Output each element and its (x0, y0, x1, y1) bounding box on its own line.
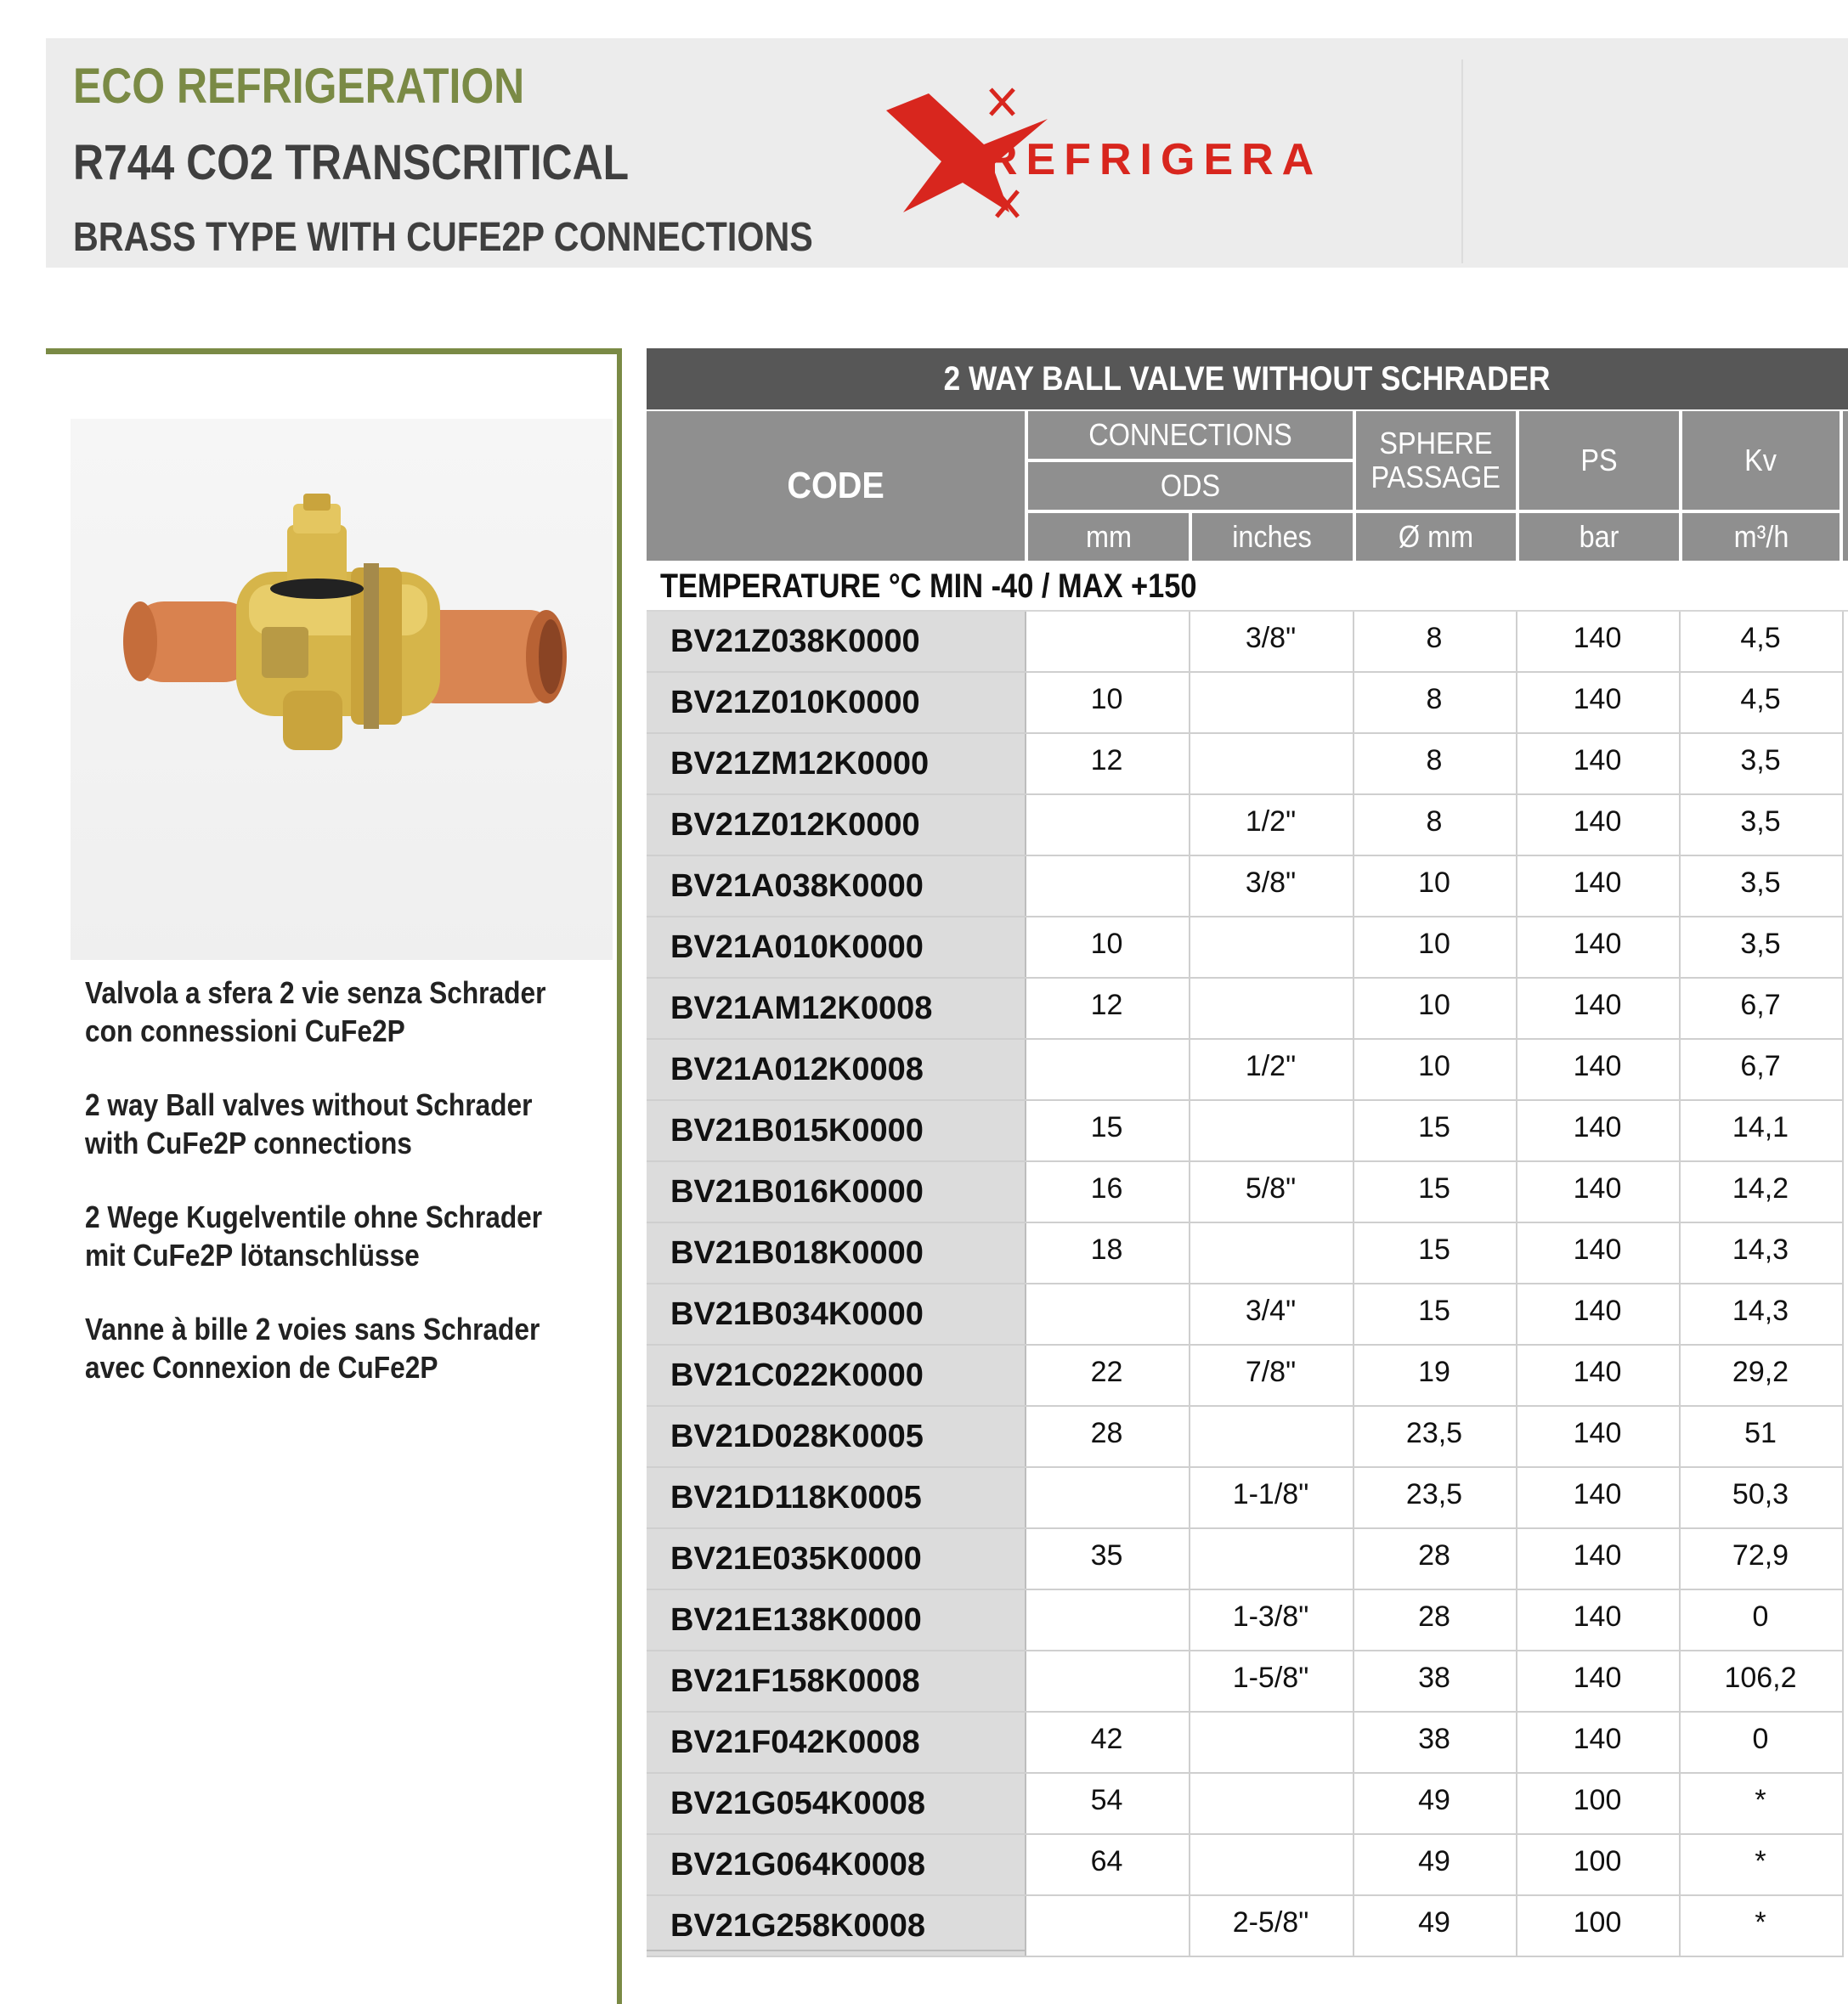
table-row (647, 1835, 1848, 1896)
cell-kv: 14,3 (1679, 1223, 1842, 1284)
cell-inches (1189, 1407, 1353, 1468)
description-english: 2 way Ball valves without Schrader with CuFe2P connections (85, 1087, 533, 1160)
cell-inches: 5/8" (1189, 1162, 1353, 1223)
table-row (647, 673, 1848, 734)
cell-inches: 1-3/8" (1189, 1590, 1353, 1651)
cell-inches: 3/8" (1189, 856, 1353, 917)
cell-sphere: 15 (1353, 1284, 1516, 1346)
cell-ps: 140 (1516, 1590, 1679, 1651)
header-title-r744: R744 CO2 TRANSCRITICAL (73, 135, 630, 190)
cell-sphere: 8 (1353, 673, 1516, 734)
cell-inches: 2-5/8" (1189, 1896, 1353, 1957)
table-row (647, 1468, 1848, 1529)
table-row (647, 1284, 1848, 1346)
cell-mm: 10 (1025, 917, 1189, 979)
column-separator (1842, 1101, 1844, 1162)
column-separator (1842, 612, 1844, 673)
cell-kv: 4,5 (1679, 673, 1842, 734)
cell-mm: 12 (1025, 734, 1189, 795)
cell-ps: 140 (1516, 734, 1679, 795)
cell-sphere: 28 (1353, 1590, 1516, 1651)
cell-mm (1025, 1040, 1189, 1101)
cell-ps: 140 (1516, 1407, 1679, 1468)
table-row (647, 856, 1848, 917)
column-separator (1842, 1590, 1844, 1651)
cell-kv: 51 (1679, 1407, 1842, 1468)
ball-valve-image-icon (71, 419, 613, 960)
cell-mm: 64 (1025, 1835, 1189, 1896)
cell-mm (1025, 1590, 1189, 1651)
cell-kv: 14,2 (1679, 1162, 1842, 1223)
column-separator (1842, 673, 1844, 734)
header-edge (1843, 411, 1848, 561)
column-separator (1842, 1407, 1844, 1468)
cell-code: BV21A012K0008 (647, 1040, 1026, 1101)
table-title: 2 WAY BALL VALVE WITHOUT SCHRADER (647, 348, 1848, 409)
cell-inches (1189, 1774, 1353, 1835)
column-separator (1842, 1346, 1844, 1407)
cell-ps: 140 (1516, 612, 1679, 673)
cell-mm (1025, 856, 1189, 917)
cell-sphere: 10 (1353, 856, 1516, 917)
cell-inches (1189, 979, 1353, 1040)
header-code: CODE (647, 411, 1025, 561)
table-row (647, 795, 1848, 856)
cell-inches (1189, 1223, 1353, 1284)
cell-code: BV21G054K0008 (647, 1774, 1026, 1835)
header-connections: CONNECTIONS (1028, 411, 1353, 459)
cell-code: BV21B034K0000 (647, 1284, 1026, 1346)
cell-kv: 3,5 (1679, 734, 1842, 795)
column-separator (1842, 795, 1844, 856)
logo-wordmark: REFRIGERA (986, 135, 1323, 184)
table-row (647, 1713, 1848, 1774)
cell-kv: 72,9 (1679, 1529, 1842, 1590)
cell-ps: 140 (1516, 673, 1679, 734)
cell-code: BV21D028K0005 (647, 1407, 1026, 1468)
cell-sphere: 10 (1353, 979, 1516, 1040)
cell-kv: * (1679, 1835, 1842, 1896)
temperature-row: TEMPERATURE °C MIN -40 / MAX +150 (647, 562, 1848, 612)
cell-code: BV21D118K0005 (647, 1468, 1026, 1529)
cell-kv: 29,2 (1679, 1346, 1842, 1407)
cell-ps: 100 (1516, 1774, 1679, 1835)
cell-sphere: 49 (1353, 1774, 1516, 1835)
cell-mm (1025, 612, 1189, 673)
column-separator (1842, 1162, 1844, 1223)
cell-code: BV21G258K0008 (647, 1896, 1026, 1957)
cell-inches: 1/2" (1189, 795, 1353, 856)
cell-sphere: 28 (1353, 1529, 1516, 1590)
cell-kv: 50,3 (1679, 1468, 1842, 1529)
header-kv-unit: m³/h (1682, 513, 1840, 561)
cell-ps: 140 (1516, 979, 1679, 1040)
cell-ps: 100 (1516, 1835, 1679, 1896)
table-row (647, 1590, 1848, 1651)
header-ods: ODS (1028, 462, 1353, 510)
cell-inches (1189, 1713, 1353, 1774)
table-row (647, 1529, 1848, 1590)
column-separator (1842, 856, 1844, 917)
column-separator (1842, 734, 1844, 795)
cell-code: BV21C022K0000 (647, 1346, 1026, 1407)
cell-ps: 140 (1516, 1651, 1679, 1713)
header-sphere-passage: SPHERE PASSAGE (1356, 411, 1516, 510)
cell-sphere: 38 (1353, 1713, 1516, 1774)
cell-code: BV21E035K0000 (647, 1529, 1026, 1590)
column-separator (1842, 1223, 1844, 1284)
cell-ps: 100 (1516, 1896, 1679, 1957)
cell-kv: 3,5 (1679, 917, 1842, 979)
header-sphere-unit: Ø mm (1356, 513, 1516, 561)
description-german: 2 Wege Kugelventile ohne Schrader mit CuFe2P lötanschlüsse (85, 1200, 543, 1273)
cell-kv: * (1679, 1774, 1842, 1835)
header-ps: PS (1519, 411, 1679, 510)
cell-sphere: 10 (1353, 917, 1516, 979)
cell-code: BV21A038K0000 (647, 856, 1026, 917)
table-row (647, 917, 1848, 979)
cell-code: BV21B018K0000 (647, 1223, 1026, 1284)
cell-code: BV21Z010K0000 (647, 673, 1026, 734)
cell-sphere: 49 (1353, 1835, 1516, 1896)
column-separator (1842, 1651, 1844, 1713)
table-row (647, 734, 1848, 795)
cell-code: BV21ZM12K0000 (647, 734, 1026, 795)
cell-kv: * (1679, 1896, 1842, 1957)
cell-sphere: 23,5 (1353, 1407, 1516, 1468)
cell-code: BV21F158K0008 (647, 1651, 1026, 1713)
column-separator (1842, 1713, 1844, 1774)
column-separator (1842, 979, 1844, 1040)
cell-inches: 1/2" (1189, 1040, 1353, 1101)
cell-mm: 42 (1025, 1713, 1189, 1774)
cell-inches: 7/8" (1189, 1346, 1353, 1407)
left-panel-top-rule (46, 348, 621, 354)
cell-ps: 140 (1516, 1040, 1679, 1101)
column-separator (1842, 1774, 1844, 1835)
table-row (647, 1040, 1848, 1101)
cell-ps: 140 (1516, 1713, 1679, 1774)
table-row (647, 1101, 1848, 1162)
cell-kv: 106,2 (1679, 1651, 1842, 1713)
cell-mm: 15 (1025, 1101, 1189, 1162)
cell-ps: 140 (1516, 795, 1679, 856)
column-separator (1842, 1284, 1844, 1346)
cell-mm: 28 (1025, 1407, 1189, 1468)
cell-mm (1025, 795, 1189, 856)
product-photo (71, 419, 613, 960)
column-separator (1842, 1468, 1844, 1529)
cell-ps: 140 (1516, 1223, 1679, 1284)
cell-sphere: 10 (1353, 1040, 1516, 1101)
cell-sphere: 8 (1353, 795, 1516, 856)
cell-kv: 6,7 (1679, 979, 1842, 1040)
cell-ps: 140 (1516, 856, 1679, 917)
left-panel-side-rule (617, 348, 622, 2004)
cell-inches: 3/8" (1189, 612, 1353, 673)
table-row (647, 612, 1848, 673)
header-subtitle: BRASS TYPE WITH CUFE2P CONNECTIONS (73, 215, 813, 260)
description-italian: Valvola a sfera 2 vie senza Schrader con connessioni CuFe2P (85, 975, 546, 1048)
header-title-eco: ECO REFRIGERATION (73, 59, 525, 114)
cell-inches: 1-5/8" (1189, 1651, 1353, 1713)
cell-kv: 3,5 (1679, 856, 1842, 917)
cell-inches: 1-1/8" (1189, 1468, 1353, 1529)
cell-mm (1025, 1896, 1189, 1957)
cell-kv: 0 (1679, 1590, 1842, 1651)
table-row (647, 1407, 1848, 1468)
cell-ps: 140 (1516, 1529, 1679, 1590)
cell-sphere: 19 (1353, 1346, 1516, 1407)
cell-inches: 3/4" (1189, 1284, 1353, 1346)
cell-kv: 14,1 (1679, 1101, 1842, 1162)
cell-inches (1189, 917, 1353, 979)
cell-sphere: 38 (1353, 1651, 1516, 1713)
table-row (647, 1774, 1848, 1835)
cell-mm: 18 (1025, 1223, 1189, 1284)
cell-inches (1189, 734, 1353, 795)
cell-inches (1189, 673, 1353, 734)
cell-inches (1189, 1101, 1353, 1162)
cell-inches (1189, 1835, 1353, 1896)
cell-kv: 3,5 (1679, 795, 1842, 856)
cell-sphere: 15 (1353, 1101, 1516, 1162)
cell-mm (1025, 1284, 1189, 1346)
cell-inches (1189, 1529, 1353, 1590)
column-separator (1842, 1896, 1844, 1957)
cell-sphere: 49 (1353, 1896, 1516, 1957)
cell-sphere: 15 (1353, 1162, 1516, 1223)
cell-mm: 22 (1025, 1346, 1189, 1407)
cell-mm (1025, 1468, 1189, 1529)
cell-code: BV21AM12K0008 (647, 979, 1026, 1040)
cell-mm: 10 (1025, 673, 1189, 734)
cell-code: BV21E138K0000 (647, 1590, 1026, 1651)
cell-code: BV21B016K0000 (647, 1162, 1026, 1223)
table-bottom-rule (647, 1950, 1025, 1951)
cell-code: BV21A010K0000 (647, 917, 1026, 979)
cell-sphere: 15 (1353, 1223, 1516, 1284)
cell-sphere: 8 (1353, 734, 1516, 795)
cell-code: BV21F042K0008 (647, 1713, 1026, 1774)
header-divider (1461, 59, 1463, 263)
cell-kv: 6,7 (1679, 1040, 1842, 1101)
header-kv: Kv (1682, 411, 1840, 510)
cell-mm: 35 (1025, 1529, 1189, 1590)
cell-ps: 140 (1516, 917, 1679, 979)
cell-code: BV21B015K0000 (647, 1101, 1026, 1162)
column-separator (1842, 1040, 1844, 1101)
cell-kv: 14,3 (1679, 1284, 1842, 1346)
cell-ps: 140 (1516, 1162, 1679, 1223)
cell-ps: 140 (1516, 1346, 1679, 1407)
cell-kv: 4,5 (1679, 612, 1842, 673)
cell-ps: 140 (1516, 1284, 1679, 1346)
column-separator (1842, 917, 1844, 979)
cell-kv: 0 (1679, 1713, 1842, 1774)
cell-mm: 12 (1025, 979, 1189, 1040)
description-french: Vanne à bille 2 voies sans Schrader avec Connexion de CuFe2P (85, 1312, 540, 1385)
cell-sphere: 23,5 (1353, 1468, 1516, 1529)
table-row (647, 1651, 1848, 1713)
column-separator (1842, 1529, 1844, 1590)
table-row (647, 1896, 1848, 1957)
table-row (647, 1162, 1848, 1223)
cell-mm: 54 (1025, 1774, 1189, 1835)
header-inches: inches (1192, 513, 1353, 561)
table-row (647, 1223, 1848, 1284)
cell-code: BV21G064K0008 (647, 1835, 1026, 1896)
cell-code: BV21Z038K0000 (647, 612, 1026, 673)
cell-ps: 140 (1516, 1101, 1679, 1162)
cell-mm (1025, 1651, 1189, 1713)
table-row (647, 979, 1848, 1040)
header-ps-unit: bar (1519, 513, 1679, 561)
cell-mm: 16 (1025, 1162, 1189, 1223)
cell-ps: 140 (1516, 1468, 1679, 1529)
cell-code: BV21Z012K0000 (647, 795, 1026, 856)
table-row (647, 1346, 1848, 1407)
column-separator (1842, 1835, 1844, 1896)
header-mm: mm (1028, 513, 1189, 561)
cell-sphere: 8 (1353, 612, 1516, 673)
